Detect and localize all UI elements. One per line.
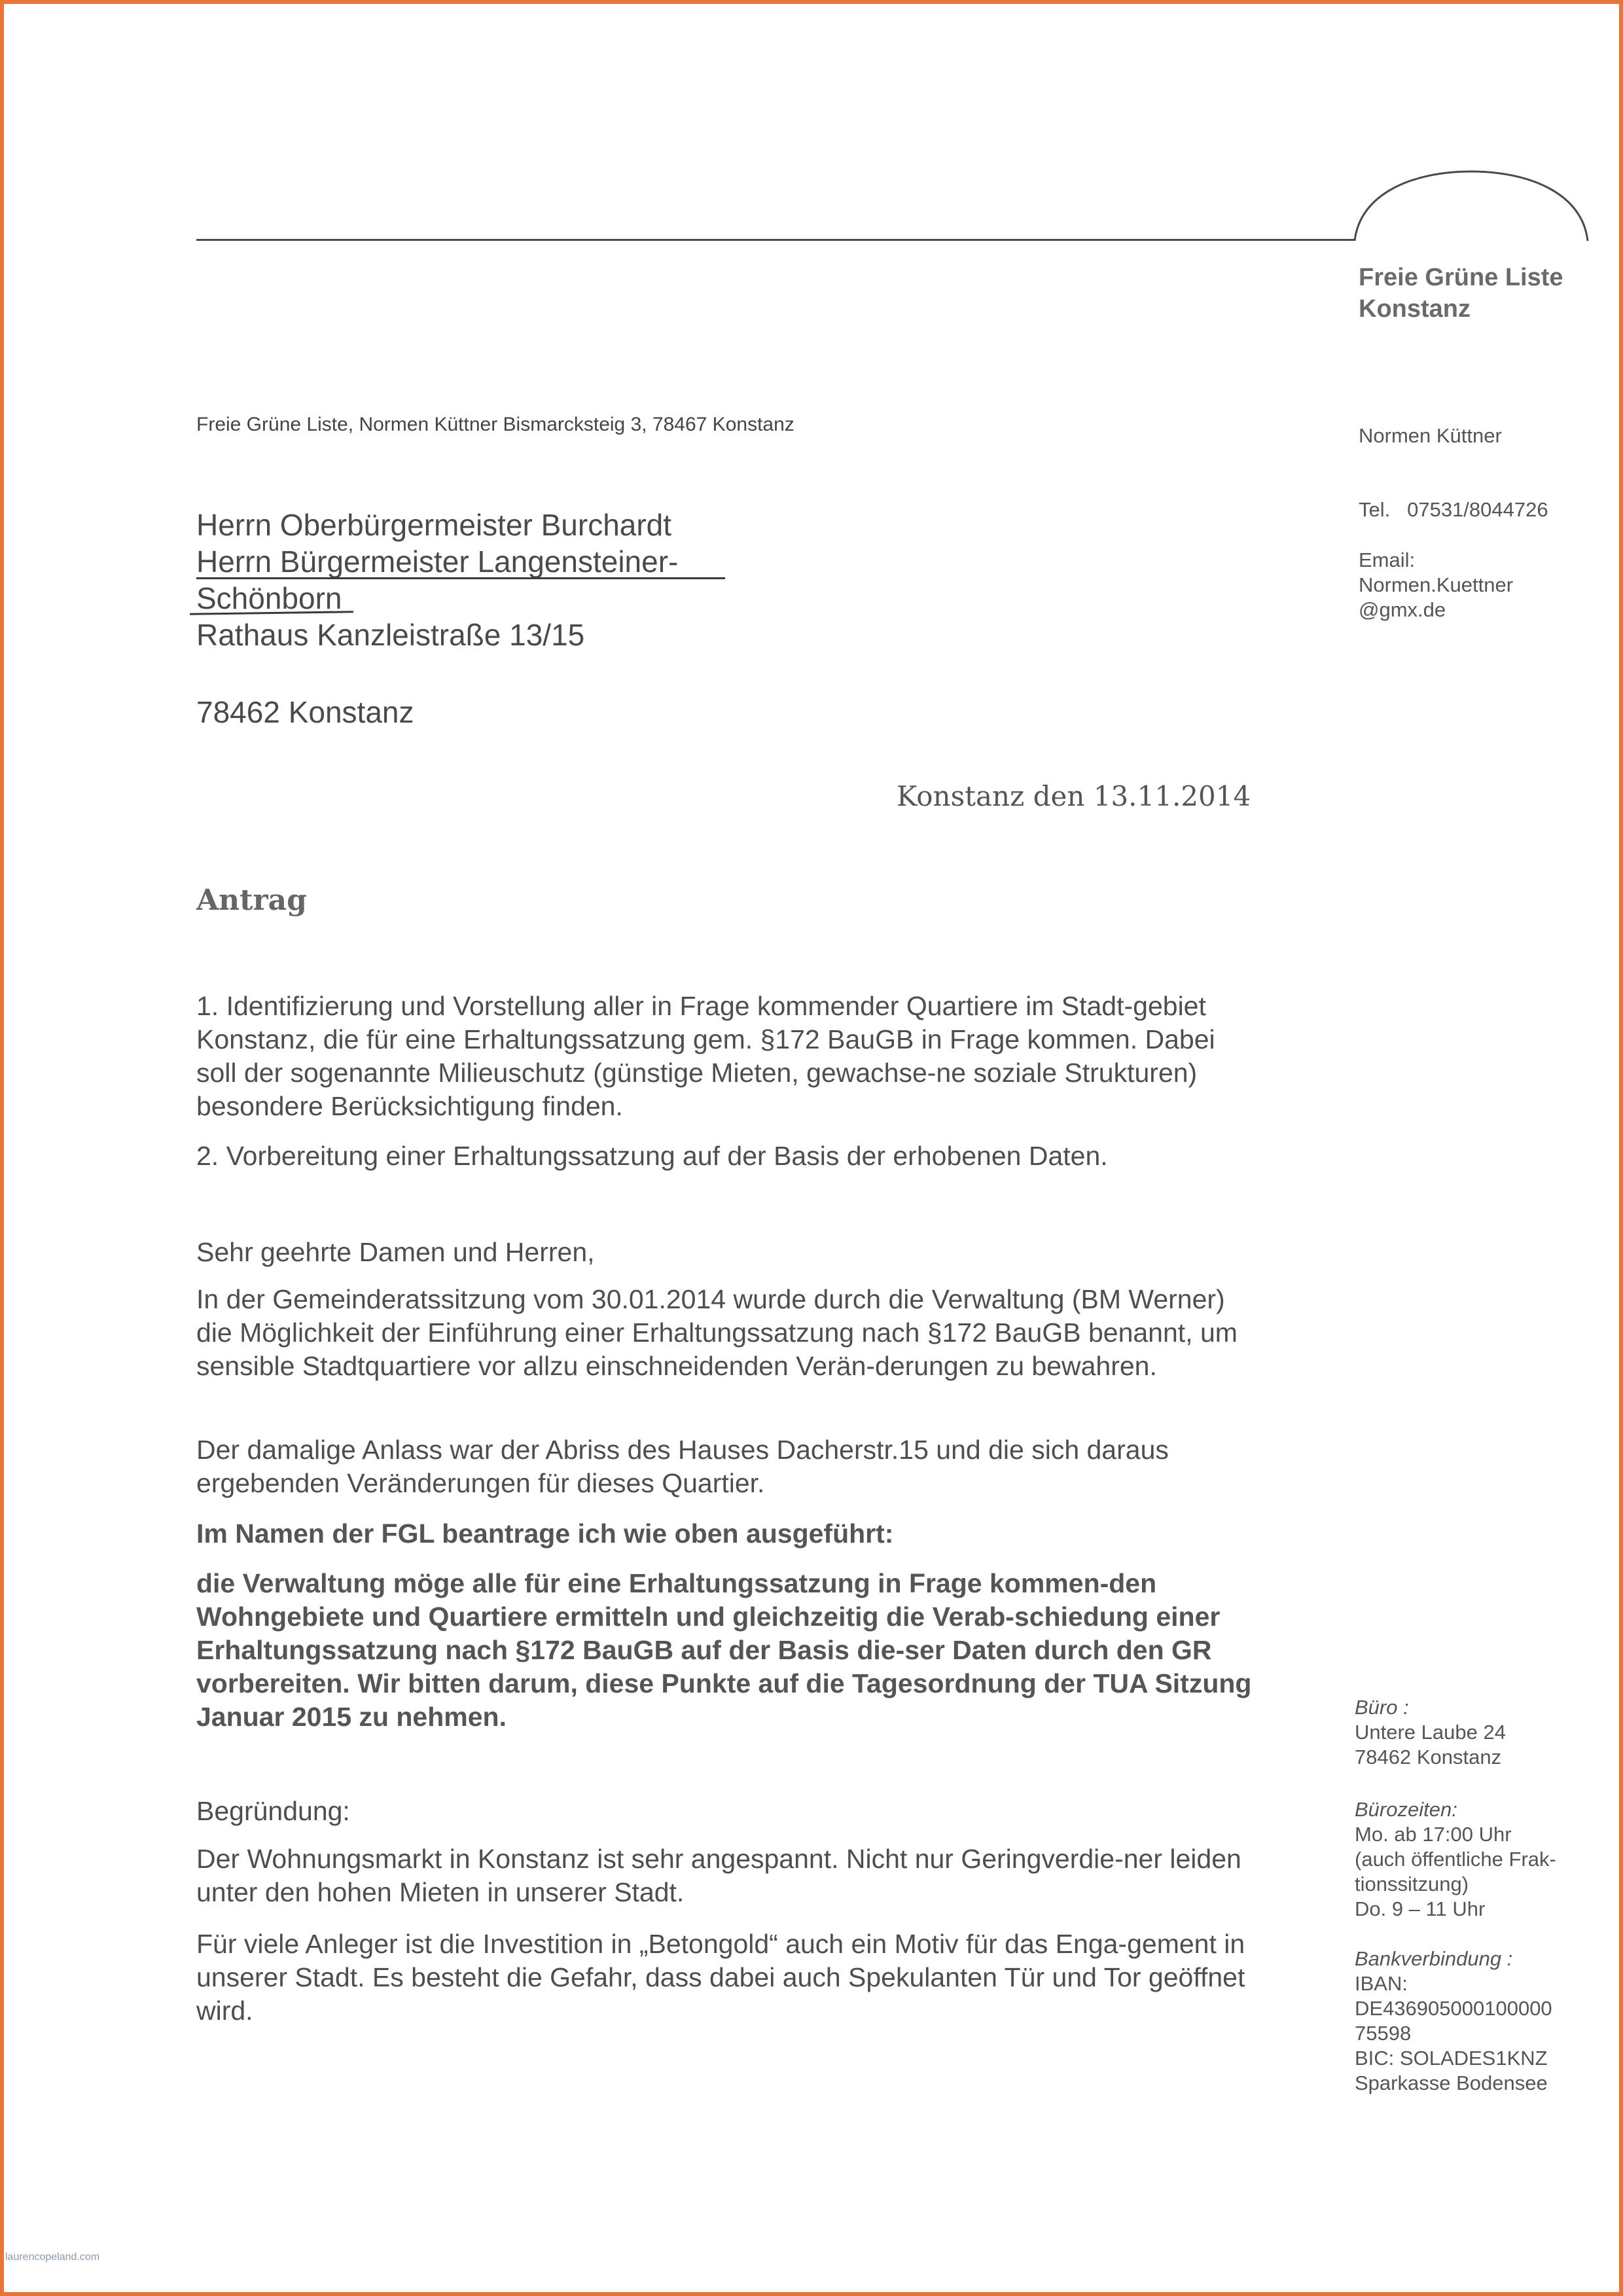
watermark: laurencopeland.com <box>5 2251 100 2263</box>
sender-return-address: Freie Grüne Liste, Normen Küttner Bismarcksteig 3, 78467 Konstanz <box>196 414 794 435</box>
reason-paragraph-1: Der Wohnungsmarkt in Konstanz ist sehr angespannt. Nicht nur Geringverdie-ner leiden unter den hohen Mieten in unserer Stadt. <box>196 1844 1241 1907</box>
recipient-underline <box>196 577 725 579</box>
bold-motion: die Verwaltung möge alle für eine Erhaltungssatzung in Frage kommen-den Wohngebiete und Quartiere ermitteln und gleichzeitig die Verab-schiedung einer Erhaltungssatzung nach §172 BauGB auf der Basis die-ser Daten durch den GR vorbereiten. Wir bitten darum, diese Punkte auf die Tagesordnung der TUA Sitzung Januar 2015 zu nehmen. <box>196 1568 1252 1732</box>
letterhead-rule <box>196 239 1355 241</box>
logo-arc <box>1353 168 1589 246</box>
bold-intro: Im Namen der FGL beantrage ich wie oben ausgeführt: <box>196 1518 894 1549</box>
motion-item-1: 1. Identifizierung und Vorstellung aller in Frage kommender Quartiere im Stadt-gebiet Konstanz, die für eine Erhaltungssatzung gem. §172 BauGB in Frage kommen. Dabei soll der sogenannte Milieuschutz (günstige Mieten, gewachse-ne soziale Strukturen) besondere Berücksichtigung finden. <box>196 991 1215 1121</box>
office-hours: Bürozeiten: Mo. ab 17:00 Uhr (auch öffentliche Frak- tionssitzung) Do. 9 – 11 Uhr <box>1355 1798 1556 1920</box>
contact-name: Normen Küttner <box>1359 424 1502 447</box>
reason-paragraph-2: Für viele Anleger ist die Investition in „Betongold“ auch ein Motiv für das Enga-gement in unserer Stadt. Es besteht die Gefahr, dass dabei auch Spekulanten Tür und Tor geöffnet wird. <box>196 1929 1245 2026</box>
recipient-city: 78462 Konstanz <box>196 695 414 729</box>
contact-email: Email: Normen.Kuettner @gmx.de <box>1359 548 1514 621</box>
paragraph-1: In der Gemeinderatssitzung vom 30.01.2014 wurde durch die Verwaltung (BM Werner) die Möglichkeit der Einführung einer Erhaltungssatzung nach §172 BauGB benannt, um sensible Stadtquartiere vor allzu einschneidenden Verän-derungen zu bewahren. <box>196 1284 1238 1381</box>
motion-item-2: 2. Vorbereitung einer Erhaltungssatzung auf der Basis der erhobenen Daten. <box>196 1141 1108 1171</box>
org-name: Freie Grüne Liste Konstanz <box>1359 264 1563 323</box>
salutation: Sehr geehrte Damen und Herren, <box>196 1237 595 1267</box>
office-info: Büro : Untere Laube 24 78462 Konstanz <box>1355 1696 1506 1768</box>
paragraph-2: Der damalige Anlass war der Abriss des Hauses Dacherstr.15 und die sich daraus ergebenden Veränderungen für dieses Quartier. <box>196 1435 1169 1498</box>
recipient-address: Herrn Oberbürgermeister Burchardt Herrn Bürgermeister Langensteiner- Schönborn Rathaus Kanzleistraße 13/15 <box>196 508 679 652</box>
contact-tel: Tel. 07531/8044726 <box>1359 498 1548 521</box>
reason-heading: Begründung: <box>196 1796 350 1826</box>
letter-date: Konstanz den 13.11.2014 <box>897 780 1251 812</box>
bank-details: Bankverbindung : IBAN: DE436905000100000 75598 BIC: SOLADES1KNZ Sparkasse Bodensee <box>1355 1947 1552 2094</box>
letter-heading: Antrag <box>196 884 307 917</box>
